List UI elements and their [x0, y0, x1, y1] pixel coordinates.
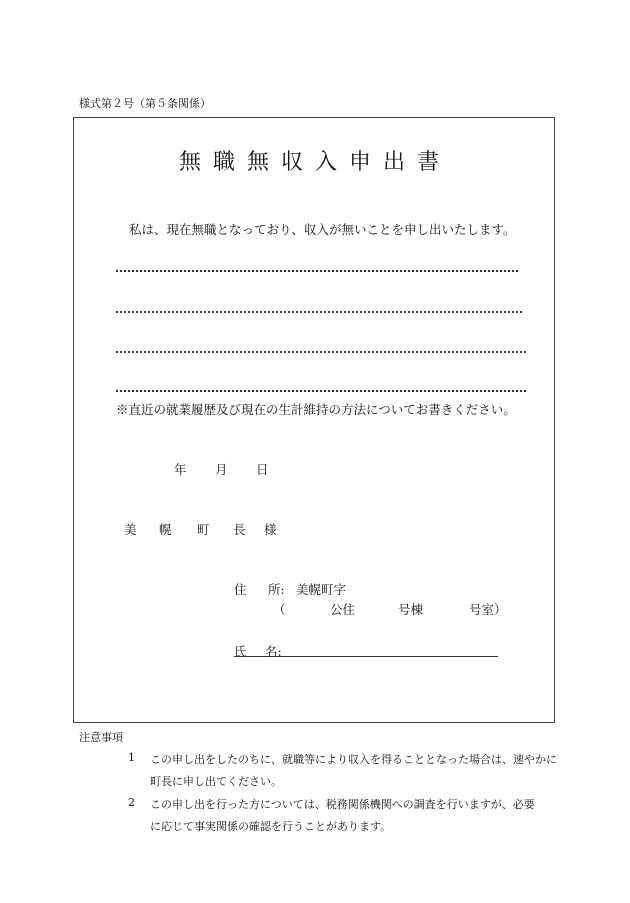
addressee-char: 美 — [124, 522, 137, 537]
writing-line-2[interactable] — [116, 311, 522, 313]
building-label: 号棟 — [398, 602, 424, 617]
address-label: 所: — [268, 582, 285, 597]
history-instruction: ※直近の就業履歴及び現在の生計維持の方法についてお書きください。 — [116, 402, 516, 417]
addressee-char: 町 — [197, 522, 210, 537]
note-number: 2 — [128, 796, 135, 809]
name-field[interactable] — [234, 656, 498, 657]
name-label: 氏 — [234, 644, 247, 659]
note-text: に応じて事実関係の確認を行うことがあります。 — [150, 820, 392, 833]
form-frame — [73, 117, 555, 723]
date-month-label: 月 — [215, 462, 228, 477]
addressee-char: 長 — [233, 522, 246, 537]
date-day-label: 日 — [256, 462, 269, 477]
addressee-char: 幌 — [159, 522, 172, 537]
addressee-char: 様 — [264, 522, 277, 537]
notes-heading: 注意事項 — [79, 731, 123, 744]
note-text: 町長に申し出てください。 — [150, 775, 282, 788]
address-paren: （ — [273, 602, 286, 617]
date-year-label: 年 — [174, 462, 187, 477]
address-label: 住 — [234, 582, 247, 597]
writing-line-1[interactable] — [116, 270, 518, 272]
writing-line-4[interactable] — [116, 390, 526, 392]
address-value[interactable]: 美幌町字 — [296, 582, 347, 597]
form-title: 無職無収入申出書 — [178, 150, 451, 175]
housing-label: 公住 — [330, 602, 356, 617]
name-label: 名: — [265, 644, 282, 659]
declaration-statement: 私は、現在無職となっており、収入が無いことを申し出いたします。 — [129, 222, 516, 237]
form-number-label: 様式第２号（第５条関係） — [79, 97, 211, 110]
writing-line-3[interactable] — [116, 351, 526, 353]
note-text: この申し出をしたのちに、就職等により収入を得ることとなった場合は、速やかに — [150, 753, 557, 766]
note-number: 1 — [128, 751, 135, 764]
note-text: この申し出を行った方については、税務関係機関への調査を行いますが、必要 — [150, 798, 535, 811]
room-label: 号室） — [469, 602, 507, 617]
